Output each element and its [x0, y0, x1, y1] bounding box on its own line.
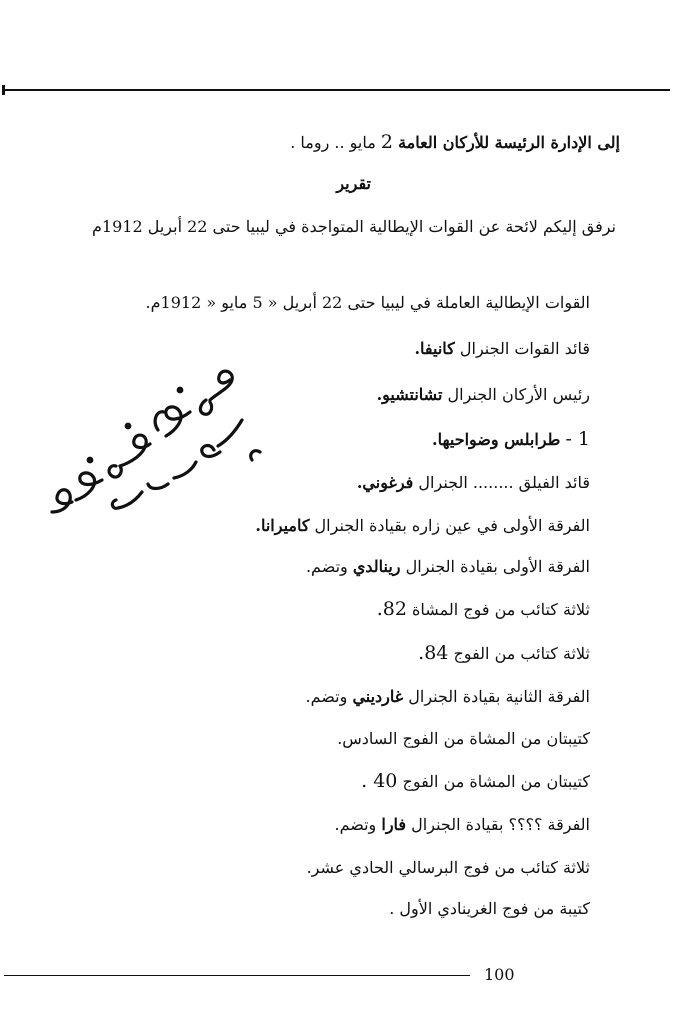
list-item-tail: وتضم. — [334, 815, 377, 834]
regiment-number: 82. — [376, 598, 407, 620]
list-item — [361, 770, 590, 793]
date-number: 2 — [380, 131, 393, 153]
chief-of-staff-line — [377, 384, 590, 406]
general-name: فرغوني. — [356, 473, 414, 492]
list-item — [418, 642, 590, 665]
section-heading — [432, 428, 590, 451]
general-name: كاميرانا. — [255, 516, 310, 535]
intro-paragraph: نرفق إليكم لائحة عن القوات الإيطالية المتواجدة في ليبيا حتى 22 أبريل 1912م — [92, 217, 616, 236]
list-item-text: كتيبتان من المشاة من الفوج — [402, 772, 590, 791]
list-item-text: ثلاثة كتائب من فوج المشاة — [412, 600, 590, 619]
handwritten-signature — [30, 360, 270, 530]
commander-line — [414, 338, 590, 360]
list-item-tail: وتضم. — [305, 557, 348, 576]
list-item-tail: وتضم. — [305, 687, 348, 706]
section-number: 1 - — [565, 428, 590, 450]
regiment-number: 40 . — [361, 770, 398, 792]
top-rule — [4, 89, 670, 91]
list-item-text: ثلاثة كتائب من فوج البرسالي الحادي عشر. — [306, 858, 590, 877]
top-rule-cap — [2, 85, 12, 95]
list-item-text: الفرقة ؟؟؟؟ بقيادة الجنرال — [411, 815, 590, 834]
list-item — [306, 686, 590, 708]
commander-label: قائد القوات الجنرال — [459, 339, 590, 358]
commander-name: كانيفا. — [414, 339, 455, 358]
regiment-number: 84. — [418, 642, 449, 664]
report-title: تقرير — [336, 174, 371, 193]
chief-of-staff-label: رئيس الأركان الجنرال — [447, 385, 590, 404]
list-item-text: الفرقة الأولى في عين زاره بقيادة الجنرال — [314, 516, 590, 535]
subtitle: القوات الإيطالية العاملة في ليبيا حتى 22 أبريل « 5 مايو « 1912م. — [145, 293, 590, 312]
list-item-text: كتيبة من فوج الغرينادي الأول . — [389, 899, 590, 918]
list-item — [377, 598, 590, 621]
footer-rule — [4, 975, 470, 976]
section-title: طرابلس وضواحيها. — [432, 430, 561, 449]
list-item — [307, 857, 590, 879]
list-item — [334, 814, 590, 836]
list-item — [357, 472, 590, 494]
general-name: فارا — [381, 815, 407, 834]
page-number: 100 — [484, 965, 515, 984]
list-item-text: قائد الفيلق ........ الجنرال — [418, 473, 590, 492]
list-item — [306, 556, 590, 578]
list-item — [255, 515, 590, 537]
list-item — [389, 898, 590, 920]
general-name: رينالدي — [352, 557, 401, 576]
list-item-text: كتيبتان من المشاة من الفوج السادس. — [337, 729, 590, 748]
header-line — [290, 131, 620, 154]
list-item-text: الفرقة الثانية بقيادة الجنرال — [408, 687, 590, 706]
list-item — [337, 728, 590, 750]
addressee: إلى الإدارة الرئيسة للأركان العامة — [398, 133, 620, 152]
date-place: مايو .. روما . — [290, 133, 376, 152]
list-item-text: ثلاثة كتائب من الفوج — [453, 644, 590, 663]
chief-of-staff-name: تشانتشيو. — [376, 385, 443, 404]
list-item-text: الفرقة الأولى بقيادة الجنرال — [405, 557, 590, 576]
general-name: غارديني — [352, 687, 404, 706]
